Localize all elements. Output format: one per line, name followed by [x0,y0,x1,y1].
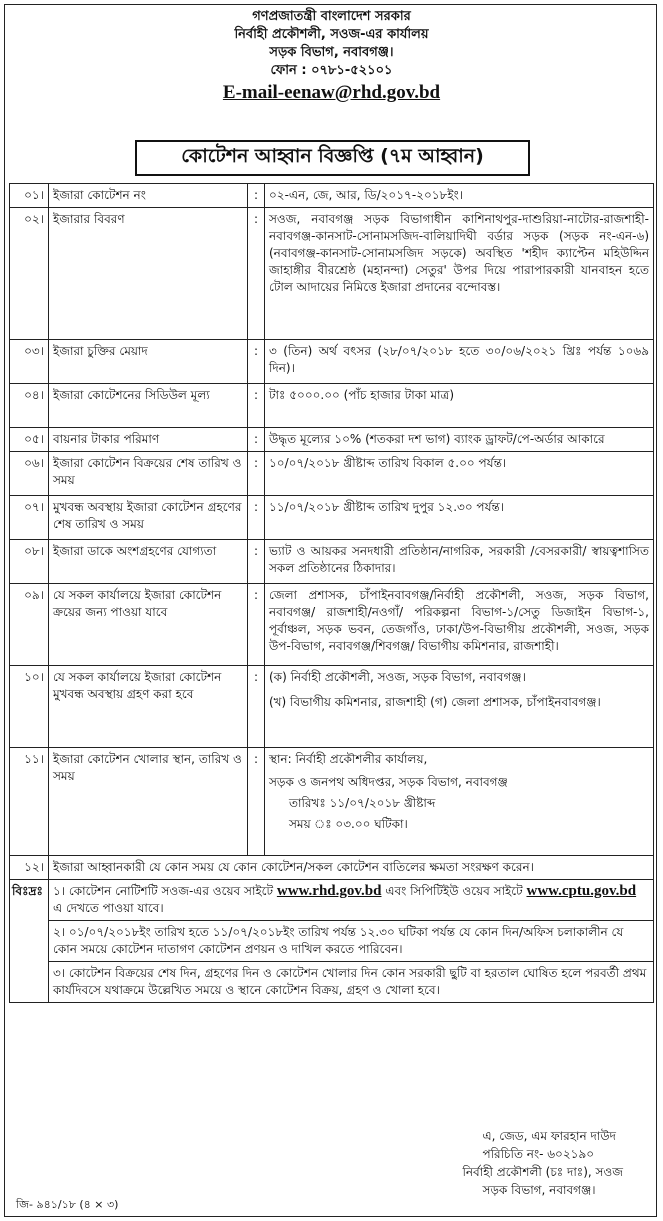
notice-row [10,748,654,856]
row-value-line: ১০/০৭/২০১৮ খ্রীষ্টাব্দ তারিখ বিকাল ৫.০০ পর্যন্ত। [269,456,507,470]
row-value [265,584,654,666]
note-3: ৩। কোটেশন বিক্রয়ের শেষ দিন, গ্রহণের দিন ও কোটেশন খোলার দিন কোন সরকারী ছুটি বা হরতাল ঘোষিত হলে পরবর্তী প্রথম কার্যদিবসে যথাক্রমে উল্লেখিত সময়ে ও স্থানে কোটেশন বিক্রয়, গ্রহণ ও খোলা হবে। [53,966,647,997]
row-serial: ০৬। [10,452,49,496]
row-value-line: ভ্যাট ও আয়কর সনদধারী প্রতিষ্ঠান/নাগরিক, সরকারী /বেসরকারী/ স্বায়ত্বশাসিত সকল প্রতিষ্ঠানের ঠিকাদার। [269,544,649,575]
row-value [265,340,654,384]
signatory-designation: নির্বাহী প্রকৌশলী (চঃ দাঃ), সওজ [462,1165,623,1179]
note-1-text: এবং সিপিটিইউ ওয়েব সাইটে [385,884,523,898]
row-value-line: (খ) বিভাগীয় কমিশনার, রাজশাহী (গ) জেলা প্রশাসক, চাঁপাইনবাবগঞ্জ। [269,695,601,709]
row-value-line: স্থান: নির্বাহী প্রকৌশলীর কার্যালয়, [269,752,428,766]
notes-body [49,880,654,1003]
signatory-id: পরিচিতি নং- ৬০২১৯০ [482,1147,595,1161]
notice-table [9,183,654,1003]
notice-row [10,384,654,428]
govt-name: গণপ্রজাতন্ত্রী বাংলাদেশ সরকার [252,9,411,24]
phone-number: ফোন : ০৭৮১-৫২১০১ [270,63,393,78]
row-value-line: তারিখঃ ১১/০৭/২০১৮ খ্রীষ্টাব্দ [289,796,436,810]
notes-table [49,880,653,1002]
row-value [265,208,654,340]
row-colon: : [248,666,265,748]
row-value-line: উদ্ধৃত মূল্যের ১০% (শতকরা দশ ভাগ) ব্যাংক ড্রাফট/পে-অর্ডার আকারে [269,432,605,446]
row-value [265,496,654,540]
cptu-website-link[interactable]: www.cptu.gov.bd [526,883,637,899]
row-colon: : [248,208,265,340]
row-value-line: টাঃ ৫০০০.০০ (পাঁচ হাজার টাকা মাত্র) [269,388,455,402]
row-value-line: ১১/০৭/২০১৮ খ্রীষ্টাব্দ তারিখ দুপুর ১২.৩০ পর্যন্ত। [269,500,505,514]
office-name: নির্বাহী প্রকৌশলী, সওজ-এর কার্যালয় [234,27,429,42]
row-serial: ০৫। [10,428,49,452]
notice-row [10,208,654,340]
row-value [265,384,654,428]
row-colon: : [248,496,265,540]
note-2: ২। ০১/০৭/২০১৮ইং তারিখ হতে ১১/০৭/২০১৮ইং তারিখ পর্যন্ত ১২.৩০ ঘটিকা পর্যন্ত যে কোন দিন/অফিস চলাকালীন যে কোন সময়ে কোটেশন দাতাগণ কোটেশন প্রণয়ন ও দাখিল করতে পারিবেন। [49,921,653,962]
row-value-line: জেলা প্রশাসক, চাঁপাইনবাবগঞ্জ/নির্বাহী প্রকৌশলী, সওজ, সড়ক বিভাগ, নবাবগঞ্জ/ রাজশাহী/নওগাঁ/ পরিকল্পনা বিভাগ-১/সেতু ডিজাইন বিভাগ-১, পূর্বাঞ্চল, সড়ক ভবন, তেজগাঁও, ঢাকা/উপ-বিভাগীয় প্রকৌশলী, সওজ, সড়ক উপ-বিভাগ, নবাবগঞ্জ/শিবগঞ্জ/ বিভাগীয় কমিশনার, রাজশাহী। [269,588,649,653]
letterhead [0,8,663,104]
row-value-line: ৩ (তিন) অর্থ বৎসর (২৮/০৭/২০১৮ হতে ৩০/০৬/২০২১ খ্রিঃ পর্যন্ত ১০৬৯ দিন)। [269,344,649,375]
row-serial: ০৮। [10,540,49,584]
row-label: ইজারা ডাকে অংশগ্রহণের যোগ্যতা [49,540,248,584]
row-serial: ০২। [10,208,49,340]
row-value-line: সড়ক ও জনপথ অধিদপ্তর, সড়ক বিভাগ, নবাবগঞ্জ [269,775,508,789]
division-name: সড়ক বিভাগ, নবাবগঞ্জ। [269,45,394,60]
signatory-office: সড়ক বিভাগ, নবাবগঞ্জ। [482,1183,596,1197]
row-value [265,666,654,748]
note-1 [49,880,653,921]
row-label: ইজারা কোটেশনের সিডিউল মূল্য [49,384,248,428]
signature-block [462,1127,623,1199]
row-serial: ১২। [10,856,49,880]
notice-row [10,666,654,748]
row-colon: : [248,384,265,428]
row-value [265,540,654,584]
notice-row [10,428,654,452]
row-label: ইজারা চুক্তির মেয়াদ [49,340,248,384]
row-colon: : [248,584,265,666]
row-colon: : [248,428,265,452]
notice-row [10,184,654,208]
row-serial: ০৯। [10,584,49,666]
row-label: মুখবন্ধ অবস্থায় ইজারা কোটেশন গ্রহণের শেষ তারিখ ও সময় [49,496,248,540]
row-serial: ০৩। [10,340,49,384]
notice-row-12 [10,856,654,880]
row-colon: : [248,452,265,496]
row-label: ইজারা কোটেশন খোলার স্থান, তারিখ ও সময় [49,748,248,856]
notice-row [10,340,654,384]
row-label: যে সকল কার্যালয়ে ইজারা কোটেশন মুখবন্ধ অবস্থায় গ্রহণ করা হবে [49,666,248,748]
row-label: ইজারা কোটেশন বিক্রয়ের শেষ তারিখ ও সময় [49,452,248,496]
notice-row [10,496,654,540]
email-address: E-mail-eenaw@rhd.gov.bd [222,82,441,103]
row-serial: ০১। [10,184,49,208]
row-value-line: (ক) নির্বাহী প্রকৌশলী, সওজ, সড়ক বিভাগ, নবাবগঞ্জ। [269,670,526,684]
row-colon: : [248,748,265,856]
row-serial: ১১। [10,748,49,856]
notice-row [10,540,654,584]
row-value [265,184,654,208]
row-label: ইজারার বিবরণ [49,208,248,340]
notes-heading: বিঃদ্রঃ [10,880,49,1003]
row-serial: ০৪। [10,384,49,428]
note-1-text: এ দেখতে পাওয়া যাবে। [53,901,164,915]
note-1-text: ১। কোটেশন নোটিশটি সওজ-এর ওয়েব সাইটে [53,884,274,898]
row-value-line: সওজ, নবাবগঞ্জ সড়ক বিভাগাধীন কাশিনাথপুর-দাশুরিয়া-নাটোর-রাজশাহী-নবাবগঞ্জ-কানসাট-সোনামসজিদ-বালিয়াদিঘী বর্ডার সড়ক (সড়ক নং-এন-৬) (নবাবগঞ্জ-কানসাট-সোনামসজিদ সড়কে) অবস্থিত 'শহীদ ক্যাপ্টেন মহিউদ্দিন জাহাঙ্গীর বীরশ্রেষ্ঠ (মহানন্দা) সেতুর' উপর দিয়ে পারাপারকারী যানবাহন হতে টোল আদায়ের নিমিত্তে ইজারা প্রদানের বন্দোবস্ত। [269,212,649,294]
row-value [265,748,654,856]
notes-row [10,880,654,1003]
row-serial: ০৭। [10,496,49,540]
notice-title-box [135,140,530,176]
row-label: ইজারা কোটেশন নং [49,184,248,208]
row-serial: ১০। [10,666,49,748]
row-label: বায়নার টাকার পরিমাণ [49,428,248,452]
footer-reference: জি- ৯৪১/১৮ (৪ × ৩) [16,1198,119,1211]
row-label: যে সকল কার্যালয়ে ইজারা কোটেশন ক্রয়ের জন্য পাওয়া যাবে [49,584,248,666]
notice-title: কোটেশন আহ্বান বিজ্ঞপ্তি (৭ম আহ্বান) [181,145,484,167]
rhd-website-link[interactable]: www.rhd.gov.bd [276,883,382,899]
notice-row [10,584,654,666]
cancellation-clause: ইজারা আহ্বানকারী যে কোন সময় যে কোন কোটেশন/সকল কোটেশন বাতিলের ক্ষমতা সংরক্ষণ করেন। [49,856,654,880]
notice-row [10,452,654,496]
row-colon: : [248,540,265,584]
signatory-name: এ, জেড, এম ফারহান দাউদ [482,1129,616,1143]
row-colon: : [248,184,265,208]
row-colon: : [248,340,265,384]
row-value-line: ০২-এন, জে, আর, ডি/২০১৭-২০১৮ইং। [269,188,464,202]
row-value [265,428,654,452]
row-value-line: সময় ঃ ০৩.০০ ঘটিকা। [289,817,408,831]
row-value [265,452,654,496]
